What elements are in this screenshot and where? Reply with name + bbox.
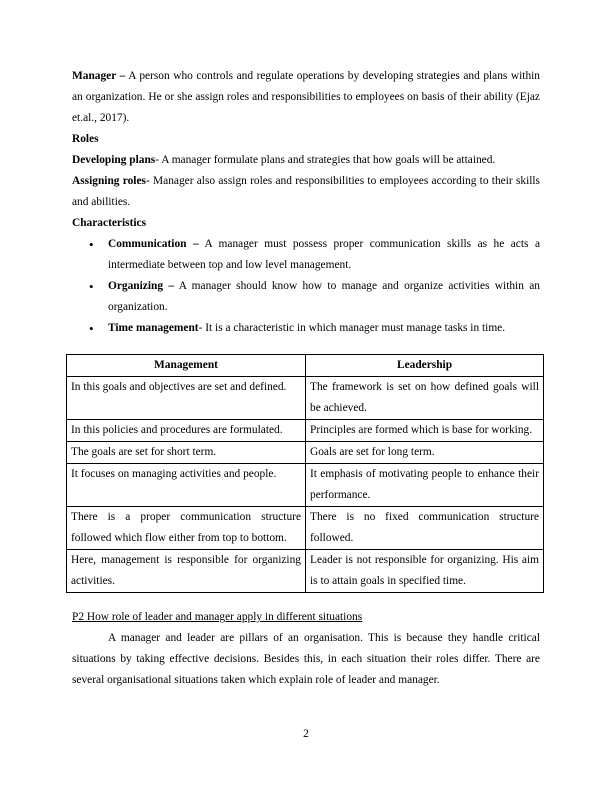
- table-cell: In this policies and procedures are formulated.: [67, 420, 306, 442]
- column-header-management: Management: [67, 355, 306, 377]
- characteristic-text: A manager should know how to manage and organize activities within an organization.: [108, 280, 540, 313]
- table-cell: Leader is not responsible for organizing. His aim is to attain goals in specified time.: [306, 550, 544, 593]
- role-term: Developing plans: [72, 154, 156, 166]
- section-paragraph: A manager and leader are pillars of an organisation. This is because they handle critical situations by taking effective decisions. Besides this, in each situation their roles differ. There are several organisational situations taken which explain role of leader and manager.: [72, 632, 540, 686]
- role-term: Assigning roles: [72, 175, 146, 187]
- page-number: 2: [303, 728, 309, 740]
- characteristic-text: A manager must possess proper communication skills as he acts a intermediate between top and low level management.: [108, 238, 540, 271]
- table-cell: The goals are set for short term.: [67, 442, 306, 464]
- table-cell: Here, management is responsible for organizing activities.: [67, 550, 306, 593]
- list-item: [108, 318, 540, 339]
- table-cell: It focuses on managing activities and people.: [67, 464, 306, 507]
- table-header-row: [67, 355, 544, 377]
- table-cell: It emphasis of motivating people to enhance their performance.: [306, 464, 544, 507]
- manager-definition: [72, 66, 540, 129]
- document-page: [72, 66, 540, 691]
- role-item: [72, 150, 540, 171]
- table-row: [67, 442, 544, 464]
- list-item: [108, 276, 540, 318]
- table-cell: In this goals and objectives are set and defined.: [67, 377, 306, 420]
- table-cell: Goals are set for long term.: [306, 442, 544, 464]
- table-row: [67, 420, 544, 442]
- table-cell: Principles are formed which is base for working.: [306, 420, 544, 442]
- table-row: [67, 507, 544, 550]
- characteristic-term: Time management: [108, 322, 199, 334]
- characteristic-term: Communication –: [108, 238, 199, 250]
- manager-term: Manager –: [72, 70, 126, 82]
- role-item: [72, 171, 540, 213]
- comparison-table: [66, 354, 544, 593]
- role-text: - Manager also assign roles and responsibilities to employees according to their skills and abilities.: [72, 175, 540, 208]
- table-cell: There is a proper communication structure followed which flow either from top to bottom.: [67, 507, 306, 550]
- list-item: [108, 234, 540, 276]
- table-cell: The framework is set on how defined goals will be achieved.: [306, 377, 544, 420]
- characteristic-text: - It is a characteristic in which manager must manage tasks in time.: [198, 322, 506, 334]
- roles-heading: Roles: [72, 133, 99, 145]
- table-cell: There is no fixed communication structure followed.: [306, 507, 544, 550]
- characteristics-heading: Characteristics: [72, 217, 147, 229]
- table-row: [67, 377, 544, 420]
- table-row: [67, 464, 544, 507]
- role-text: - A manager formulate plans and strategies that how goals will be attained.: [155, 154, 496, 166]
- column-header-leadership: Leadership: [306, 355, 544, 377]
- table-row: [67, 550, 544, 593]
- manager-text: A person who controls and regulate operations by developing strategies and plans within an organization. He or she assign roles and responsibilities to employees on basis of their ability (Ejaz et.al., 2017).: [72, 70, 540, 124]
- characteristic-term: Organizing –: [108, 280, 175, 292]
- section-title: P2 How role of leader and manager apply in different situations: [72, 611, 363, 623]
- characteristics-list: [72, 234, 540, 339]
